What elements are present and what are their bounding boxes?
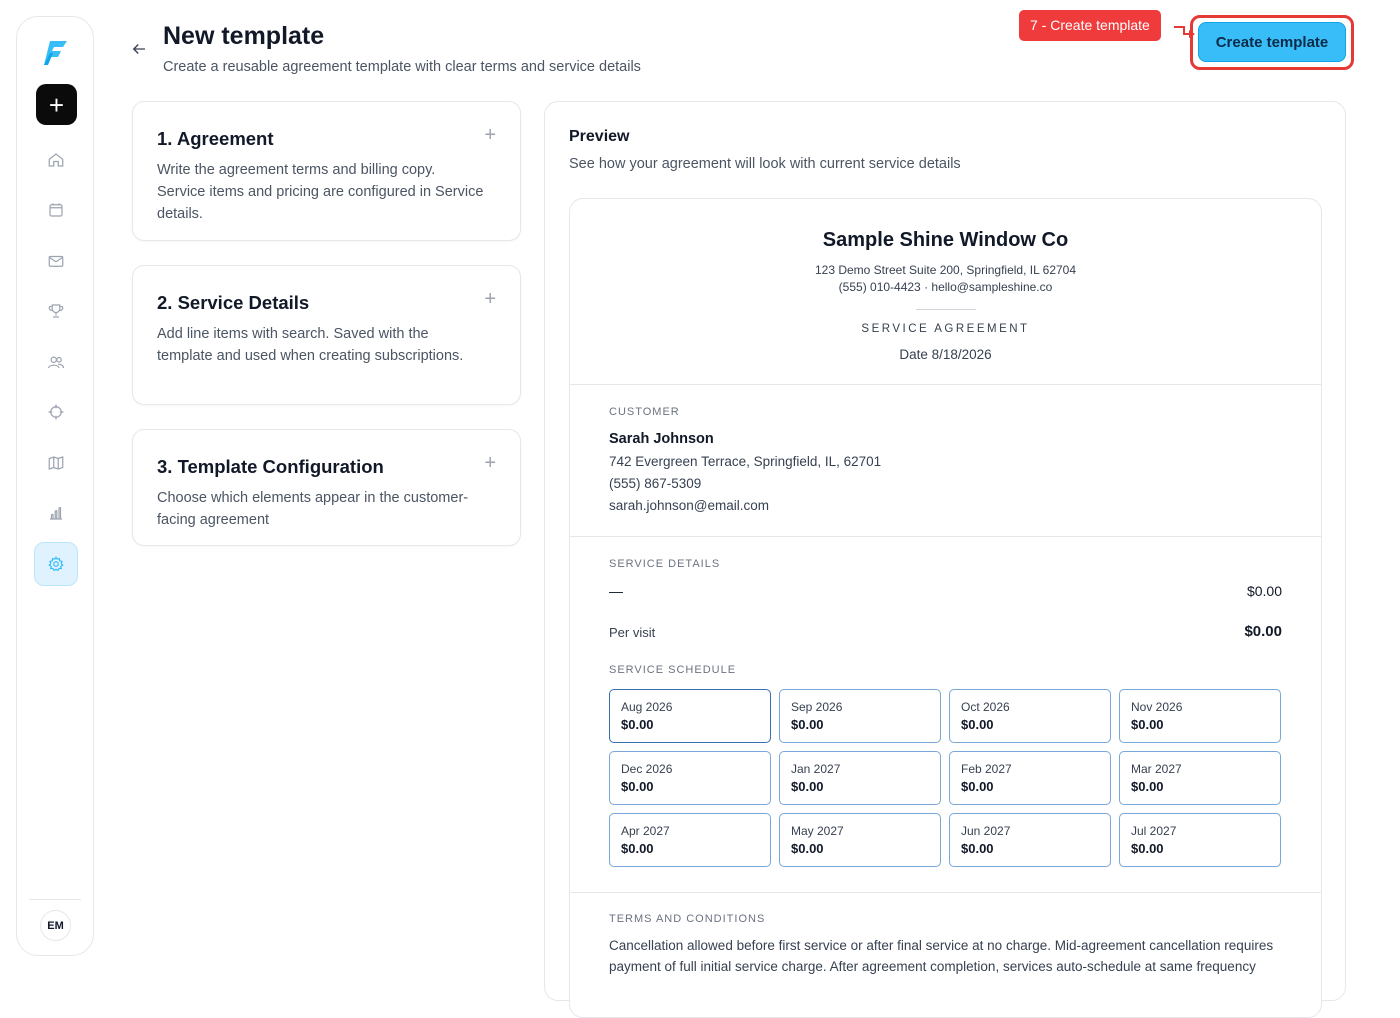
section-service-details[interactable] [132,265,521,405]
expand-plus-icon[interactable]: + [484,288,496,310]
schedule-month-label: Apr 2027 [621,824,670,838]
nav-map[interactable] [34,441,78,485]
nav-mail[interactable] [34,239,78,283]
sidebar [16,16,94,956]
section-divider [570,892,1321,893]
schedule-month-label: Nov 2026 [1131,700,1183,714]
per-visit-label: Per visit [609,625,656,640]
schedule-month-amount: $0.00 [621,841,654,856]
page-subtitle: Create a reusable agreement template with clear terms and service details [163,59,641,75]
calendar-icon [47,201,65,219]
customer-label: CUSTOMER [609,406,680,418]
section-title: 1. Agreement [157,128,274,149]
service-item-price: $0.00 [1246,583,1282,599]
customer-email: sarah.johnson@email.com [609,498,770,513]
section-agreement[interactable] [132,101,521,241]
agreement-document [569,198,1322,1018]
schedule-month-amount: $0.00 [961,841,994,856]
schedule-month-label: Sep 2026 [791,700,843,714]
home-icon [47,151,65,169]
schedule-month-label: Jul 2027 [1131,824,1177,838]
service-item: — [609,583,623,599]
nav-settings[interactable] [34,542,78,586]
schedule-month [949,751,1111,805]
schedule-month-label: Dec 2026 [621,762,673,776]
nav-crosshair[interactable] [34,390,78,434]
document-type: SERVICE AGREEMENT [861,323,1030,335]
section-divider [570,384,1321,385]
schedule-month-amount: $0.00 [791,779,824,794]
section-description: Add line items with search. Saved with the template and used when creating subscriptions. [157,326,464,364]
schedule-month-amount: $0.00 [791,841,824,856]
agreement-date: Date 8/18/2026 [899,347,992,362]
section-description: Write the agreement terms and billing copy. Service items and pricing are configured in Service details. [157,162,484,222]
schedule-month [949,689,1111,743]
schedule-month [609,751,771,805]
nav-calendar[interactable] [34,188,78,232]
schedule-month [609,689,771,743]
section-divider [570,536,1321,537]
terms-text: Cancellation allowed before first service or after final service at no charge. Mid-agreement cancellation requires payment of full initial service charge. After agreement completion, services auto-schedule at same frequency [609,938,1274,974]
expand-plus-icon[interactable]: + [484,452,496,474]
schedule-month [1119,751,1281,805]
nav-home[interactable] [34,138,78,182]
header-divider [916,309,976,310]
arrow-left-icon [130,40,148,58]
company-name: Sample Shine Window Co [822,229,1069,251]
crosshair-icon [47,403,65,421]
schedule-month-amount: $0.00 [621,717,654,732]
new-button[interactable]: + [36,84,77,125]
schedule-month-amount: $0.00 [791,717,824,732]
service-schedule-label: SERVICE SCHEDULE [609,664,737,676]
schedule-month-amount: $0.00 [961,717,994,732]
schedule-month-label: Jun 2027 [961,824,1011,838]
sidebar-divider [29,899,81,900]
schedule-month-label: Aug 2026 [621,700,673,714]
section-title: 3. Template Configuration [157,456,384,477]
schedule-month [779,689,941,743]
schedule-month-label: May 2027 [791,824,844,838]
preview-panel [544,101,1346,1001]
company-contact: (555) 010-4423 · hello@sampleshine.co [838,280,1053,294]
schedule-month [779,751,941,805]
annotation-label: 7 - Create template [1019,10,1161,41]
trophy-icon [47,302,65,320]
customer-address: 742 Evergreen Terrace, Springfield, IL, 62701 [609,454,882,469]
schedule-month-amount: $0.00 [1131,717,1164,732]
per-visit-price: $0.00 [1244,623,1282,640]
terms-label: TERMS AND CONDITIONS [609,913,766,925]
section-description: Choose which elements appear in the customer-facing agreement [157,490,469,528]
avatar[interactable]: EM [40,910,71,941]
mail-icon [47,252,65,270]
company-address: 123 Demo Street Suite 200, Springfield, IL 62704 [814,263,1077,277]
section-template-configuration[interactable] [132,429,521,546]
schedule-month [1119,813,1281,867]
nav-reports[interactable] [34,491,78,535]
preview-title: Preview [569,128,630,145]
service-details-label: SERVICE DETAILS [609,558,721,570]
customer-name: Sarah Johnson [609,431,714,447]
nav-trophy[interactable] [34,289,78,333]
create-template-button[interactable]: Create template [1198,22,1346,62]
schedule-month-label: Mar 2027 [1131,762,1182,776]
customer-phone: (555) 867-5309 [609,476,702,491]
map-icon [47,454,65,472]
schedule-month-amount: $0.00 [1131,841,1164,856]
preview-subtitle: See how your agreement will look with current service details [569,156,961,172]
schedule-month-amount: $0.00 [961,779,994,794]
schedule-month [1119,689,1281,743]
back-button[interactable] [130,40,150,60]
schedule-month [949,813,1111,867]
schedule-month-label: Feb 2027 [961,762,1012,776]
section-title: 2. Service Details [157,292,310,313]
app-logo-icon[interactable] [41,37,71,67]
page-title: New template [163,22,325,50]
bar-chart-icon [47,504,65,522]
nav-users[interactable] [34,340,78,384]
schedule-month-amount: $0.00 [621,779,654,794]
schedule-month-amount: $0.00 [1131,779,1164,794]
gear-icon [47,555,65,573]
expand-plus-icon[interactable]: + [484,124,496,146]
schedule-month-label: Oct 2026 [961,700,1010,714]
users-icon [47,353,65,371]
schedule-month [779,813,941,867]
schedule-month-label: Jan 2027 [791,762,841,776]
schedule-month [609,813,771,867]
